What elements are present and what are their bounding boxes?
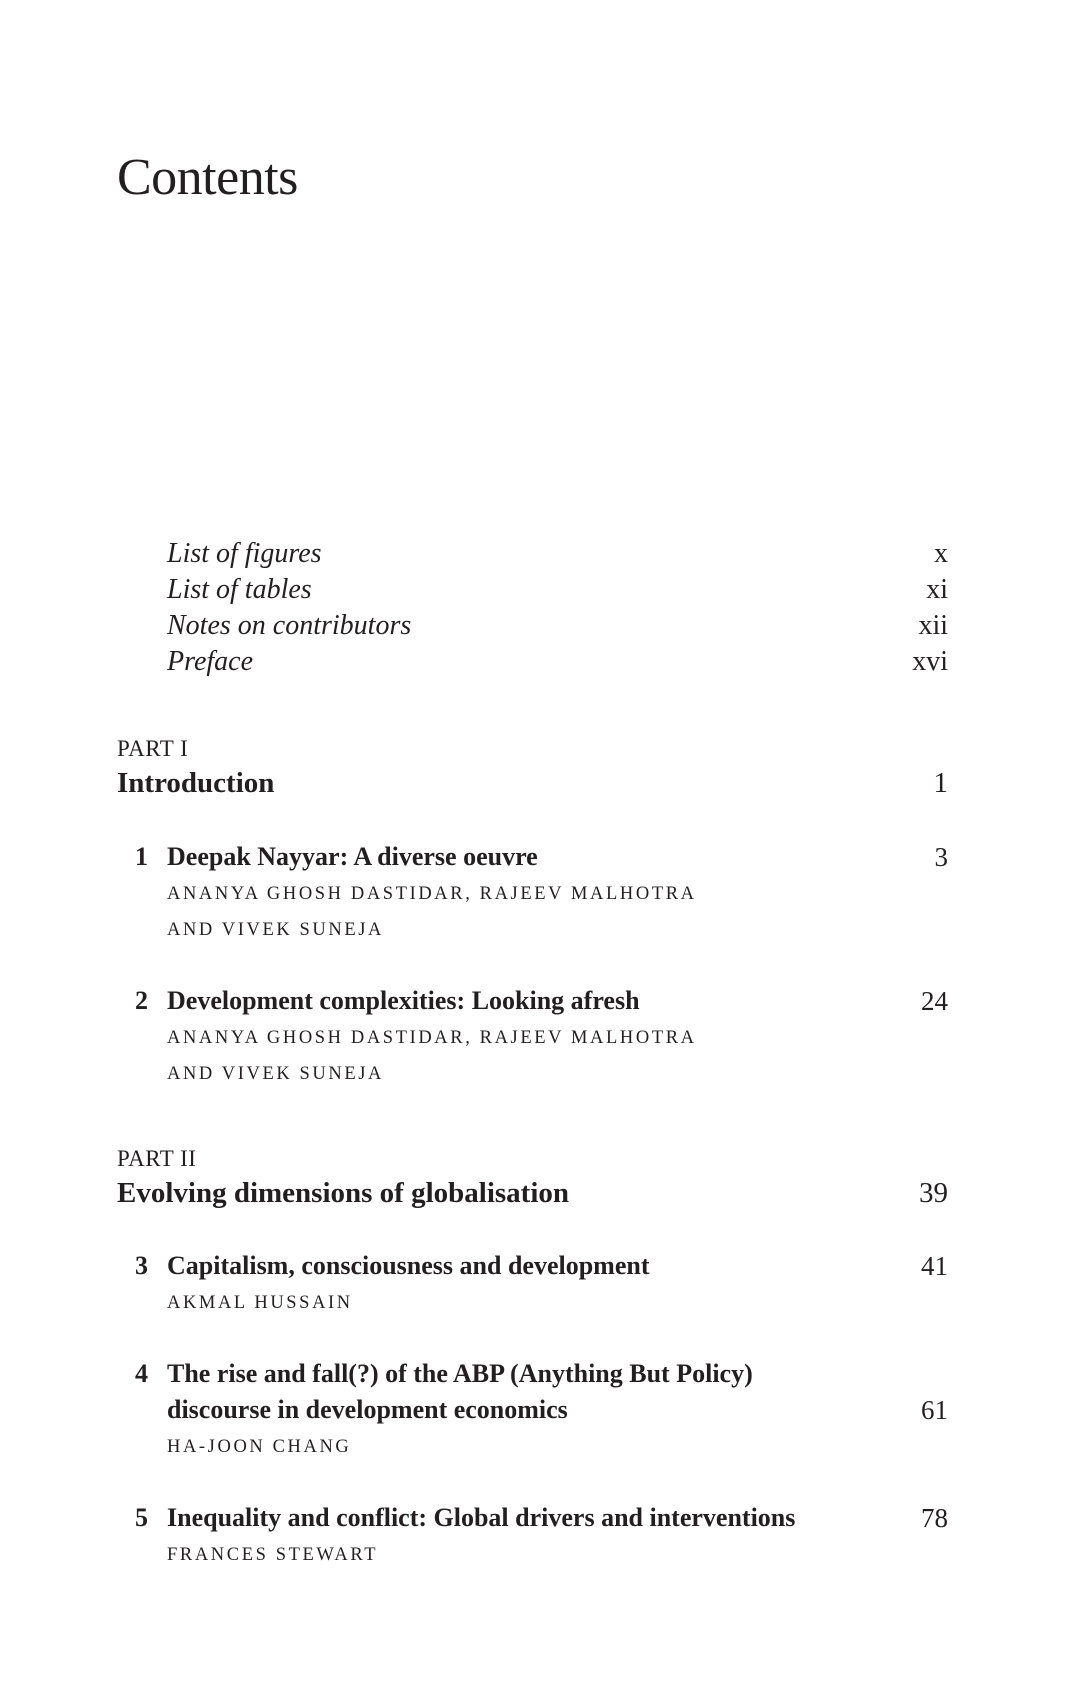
page-title: Contents bbox=[117, 149, 298, 206]
chapter-author: AND VIVEK SUNEJA bbox=[167, 1064, 385, 1084]
chapter-author: ANANYA GHOSH DASTIDAR, RAJEEV MALHOTRA bbox=[167, 884, 697, 904]
chapter-author: FRANCES STEWART bbox=[167, 1545, 379, 1565]
toc-entry-list-of-tables[interactable] bbox=[167, 574, 948, 610]
chapter-title-continued[interactable]: discourse in development economics bbox=[167, 1395, 568, 1424]
chapter-title[interactable]: Development complexities: Looking afresh bbox=[167, 986, 640, 1015]
part-title[interactable]: Evolving dimensions of globalisation bbox=[117, 1177, 570, 1209]
toc-entry-notes-on-contributors[interactable] bbox=[167, 610, 948, 646]
toc-entry-label: Preface bbox=[167, 646, 254, 677]
chapter-title[interactable]: Deepak Nayyar: A diverse oeuvre bbox=[167, 842, 538, 871]
chapter-page: 78 bbox=[921, 1503, 948, 1533]
toc-entry-page: xii bbox=[918, 610, 948, 641]
part-page: 39 bbox=[919, 1177, 948, 1209]
chapter-title[interactable]: The rise and fall(?) of the ABP (Anything But Policy) bbox=[167, 1359, 753, 1388]
chapter-title[interactable]: Inequality and conflict: Global drivers and interventions bbox=[167, 1503, 796, 1532]
chapter-number: 5 bbox=[135, 1503, 148, 1532]
part-label: PART II bbox=[117, 1146, 197, 1171]
chapter-author: AKMAL HUSSAIN bbox=[167, 1293, 353, 1313]
toc-entry-preface[interactable] bbox=[167, 646, 948, 682]
chapter-number: 2 bbox=[135, 986, 148, 1015]
toc-entry-label: List of tables bbox=[167, 574, 312, 605]
part-page: 1 bbox=[933, 767, 948, 799]
chapter-number: 1 bbox=[135, 842, 148, 871]
toc-entry-label: List of figures bbox=[167, 538, 322, 569]
toc-entry-page: xvi bbox=[912, 646, 948, 677]
part-title[interactable]: Introduction bbox=[117, 767, 275, 799]
chapter-author: HA-JOON CHANG bbox=[167, 1437, 352, 1457]
chapter-page: 61 bbox=[921, 1395, 948, 1425]
toc-entry-page: x bbox=[934, 538, 948, 569]
toc-entry-list-of-figures[interactable] bbox=[167, 538, 948, 574]
chapter-author: AND VIVEK SUNEJA bbox=[167, 920, 385, 940]
chapter-number: 3 bbox=[135, 1251, 148, 1280]
chapter-page: 41 bbox=[921, 1251, 948, 1281]
chapter-author: ANANYA GHOSH DASTIDAR, RAJEEV MALHOTRA bbox=[167, 1028, 697, 1048]
chapter-title[interactable]: Capitalism, consciousness and development bbox=[167, 1251, 650, 1280]
part-label: PART I bbox=[117, 736, 189, 761]
chapter-page: 3 bbox=[934, 842, 948, 872]
toc-entry-label: Notes on contributors bbox=[167, 610, 412, 641]
toc-entry-page: xi bbox=[926, 574, 948, 605]
chapter-page: 24 bbox=[921, 986, 948, 1016]
chapter-number: 4 bbox=[135, 1359, 148, 1388]
